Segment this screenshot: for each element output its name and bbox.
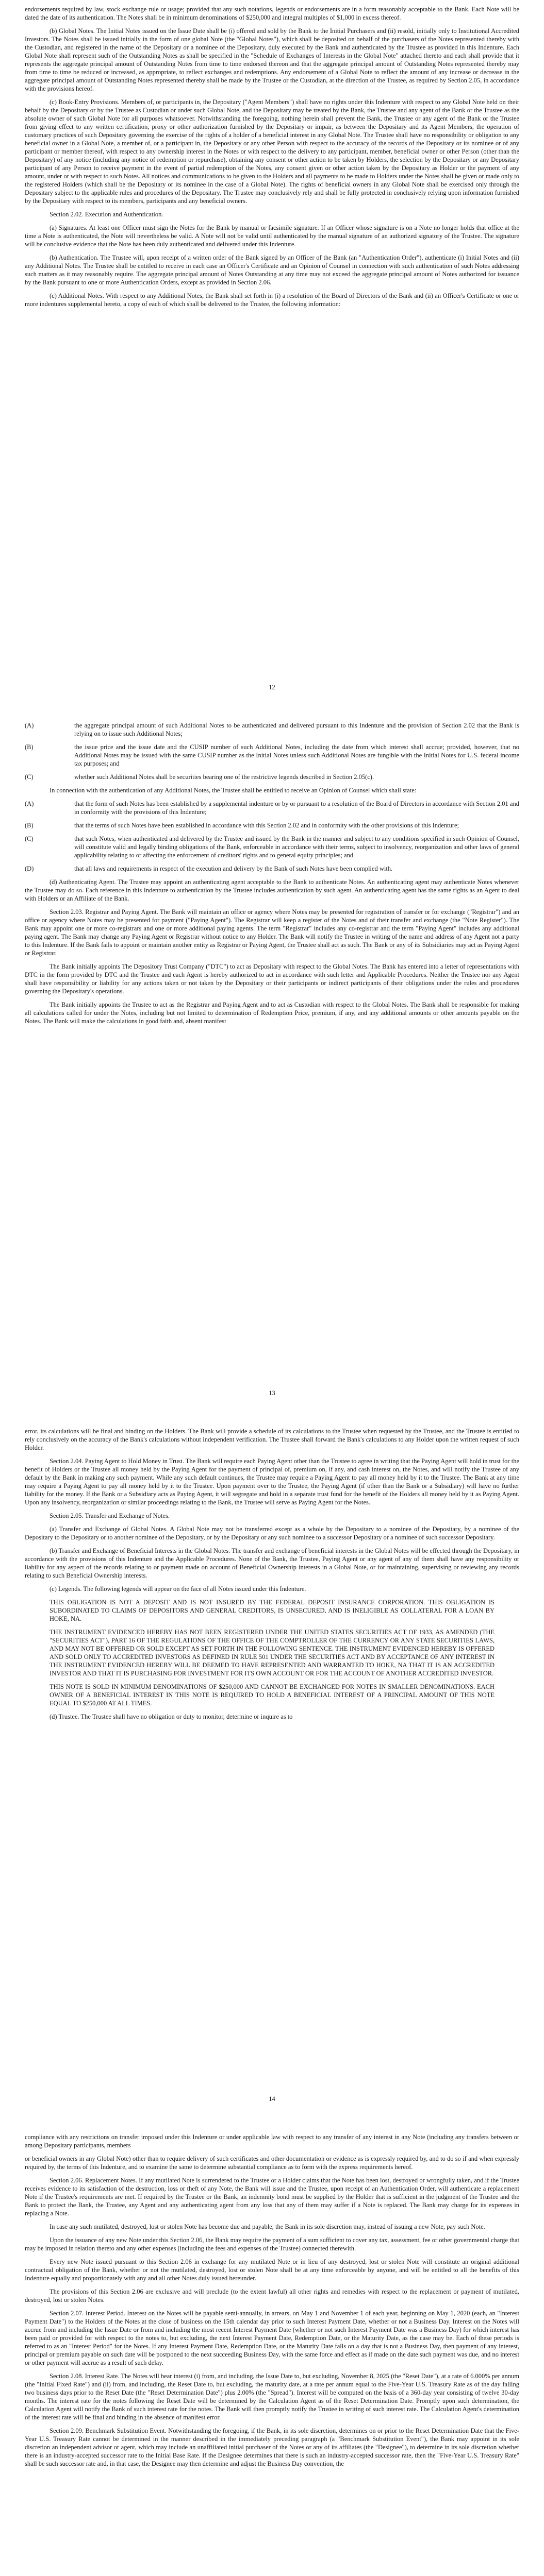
page-15	[0, 2112, 544, 2576]
item-text: that such Notes, when authenticated and delivered by the Trustee and issued by the Bank in the manner and subject to any conditions specified in such Opinion of Counsel, will constitute valid and legally binding obligations of the Bank, enforceable in accordance with their terms, subject to insolvency, reorganization and other laws of general applicability relating to or affecting the enforcement of creditors' rights and to general equity principles; and	[74, 835, 519, 859]
item-text: the issue price and the issue date and the CUSIP number of such Additional Notes, including the date from which interest shall accrue; provided, however, that no Additional Notes may be issued with the same CUSIP number as the Initial Notes unless such Additional Notes are fungible with the Initial Notes for U.S. federal income tax purposes; and	[74, 743, 519, 767]
legend-text: THIS OBLIGATION IS NOT A DEPOSIT AND IS NOT INSURED BY THE FEDERAL DEPOSIT INSURANCE CORPORATION. THIS OBLIGATION IS SUBORDINATED TO CLAIMS OF DEPOSITORS AND GENERAL CREDITORS, IS UNSECURED, AND IS INELIGIBLE AS COLLATERAL FOR A LOAN BY HOKE, NA.	[50, 1599, 494, 1622]
item-label: (C)	[25, 773, 34, 781]
item-label: (B)	[25, 822, 34, 829]
paragraph: Upon the issuance of any new Note under this Section 2.06, the Bank may require the payment of a sum sufficient to cover any tax, assessment, fee or other governmental charge that may be imposed in relation thereto and any other expenses (including the fees and expenses of the Trustee) connected therewith.	[25, 2236, 519, 2252]
page-12	[0, 0, 544, 701]
paragraph: or beneficial owners in any Global Note) other than to require delivery of such certificates and other documentation or evidence as is expressly required by, and to do so if and when expressly required by, the terms of this Indenture, and to examine the same to determine substantial compliance as to form with the express requirements hereof.	[25, 2155, 519, 2171]
list-item	[25, 773, 519, 781]
list-item	[25, 721, 519, 738]
paragraph-custodian: The Bank initially appoints the Trustee to act as the Registrar and Paying Agent and to act as Custodian with respect to the Global Notes. The Bank shall be responsible for making all calculations called for under the Notes, including but not limited to determination of Redemption Price, premium, if any, and any additional amounts or other amounts payable on the Notes. The Bank will make the calculations in good faith and, absent manifest	[25, 1001, 519, 1025]
paragraph-depositary: The Bank initially appoints The Depository Trust Company ("DTC") to act as Depositary with respect to the Global Notes. The Bank has entered into a letter of representations with DTC in the form provided by DTC and the Trustee and each Agent is hereby authorized to act in accordance with such letter and Applicable Procedures. Neither the Trustee nor any Agent shall have responsibility or liability for any actions taken or not taken by the Depositary or their participants or indirect participants of their obligations under the rules and procedures governing the Depositary's operations.	[25, 963, 519, 995]
list-item	[25, 821, 519, 829]
paragraph: compliance with any restrictions on transfer imposed under this Indenture or under applicable law with respect to any transfer of any interest in any Note (including any transfers between or among Depositary participants, members	[25, 2133, 519, 2149]
paragraph: In case any such mutilated, destroyed, lost or stolen Note has become due and payable, the Bank in its sole discretion may, instead of issuing a new Note, pay such Note.	[50, 2223, 485, 2230]
item-label: (D)	[25, 865, 34, 872]
page-14	[0, 1406, 544, 2112]
paragraph-legends: (c) Legends. The following legends will appear on the face of all Notes issued under this Indenture.	[50, 1585, 306, 1592]
item-text: that the terms of such Notes have been established in accordance with this Section 2.02 and in conformity with the other provisions of this Indenture;	[74, 822, 459, 829]
paragraph: endorsements required by law, stock exchange rule or usage; provided that any such notations, legends or endorsements are in a form reasonably acceptable to the Bank. Each Note will be dated the date of its authentication. The Notes shall be in minimum denominations of $250,000 and integral multiples of $1,000 in excess thereof.	[25, 6, 519, 21]
page-number: 13	[269, 1389, 275, 1397]
item-text: that the form of such Notes has been established by a supplemental indenture or by or pursuant to a resolution of the Board of Directors in accordance with Section 2.01 and in conformity with the provisions of this Indenture;	[74, 800, 519, 816]
list-item	[25, 743, 519, 768]
page-13	[0, 701, 544, 1406]
paragraph-additional-notes: (c) Additional Notes. With respect to any Additional Notes, the Bank shall set forth in (i) a resolution of the Board of Directors of the Bank and (ii) an Officer's Certificate or one or more indentures supplemental hereto, a copy of each of which shall be delivered to the Trustee, the following information:	[25, 292, 519, 308]
paragraph-authenticating-agent: (d) Authenticating Agent. The Trustee may appoint an authenticating agent acceptable to the Bank to authenticate Notes. An authenticating agent may authenticate Notes whenever the Trustee may do so. Each reference in this Indenture to authentication by the Trustee includes authentication by such agent. An authenticating agent has the same rights as an Agent to deal with Holders or an Affiliate of the Bank.	[25, 878, 519, 902]
item-label: (B)	[25, 743, 34, 751]
paragraph-trustee: (d) Trustee. The Trustee shall have no obligation or duty to monitor, determine or inquire as to	[50, 1713, 293, 1720]
list-item	[25, 835, 519, 859]
paragraph-beneficial-transfer: (b) Transfer and Exchange of Beneficial Interests in the Global Notes. The transfer and exchange of beneficial interests in the Global Notes will be effected through the Depositary, in accordance with the provisions of this Indenture and the Applicable Procedures. None of the Bank, the Trustee, Paying Agent or any agent of any of them shall have any responsibility or liability for any aspect of the records relating to or payment made on account of Beneficial Ownership interests in a Global Note, or for maintaining, supervising or reviewing any records relating to such Beneficial Ownership interests.	[25, 1547, 519, 1579]
paragraph: In connection with the authentication of any Additional Notes, the Trustee shall be entitled to receive an Opinion of Counsel which shall state:	[50, 787, 417, 794]
list-item	[25, 800, 519, 816]
paragraph: Every new Note issued pursuant to this Section 2.06 in exchange for any mutilated Note or in lieu of any destroyed, lost or stolen Note will constitute an original additional contractual obligation of the Bank, whether or not the mutilated, destroyed, lost or stolen Note shall be at any time enforceable by anyone, and will be entitled to all the benefits of this Indenture equally and proportionately with any and all other Notes duly issued hereunder.	[25, 2258, 519, 2282]
paragraph-registrar: Section 2.03. Registrar and Paying Agent. The Bank will maintain an office or agency where Notes may be presented for registration of transfer or for exchange ("Registrar") and an office or agency where Notes may be presented for payment ("Paying Agent"). The Registrar will keep a register of the Notes and of their transfer and exchange (the "Note Register"). The Bank may appoint one or more co-registrars and one or more additional paying agents. The term "Registrar" includes any co-registrar and the term "Paying Agent" includes any additional paying agent. The Bank may change any Paying Agent or Registrar without notice to any Holder. The Bank will notify the Trustee in writing of the name and address of any Agent not a party to this Indenture. If the Bank fails to appoint or maintain another entity as Registrar or Paying Agent, the Trustee shall act as such. The Bank or any of its Subsidiaries may act as Paying Agent or Registrar.	[25, 908, 519, 957]
item-label: (A)	[25, 722, 34, 729]
item-text: the aggregate principal amount of such Additional Notes to be authenticated and delivered pursuant to this Indenture and the provision of Section 2.02 that the Bank is relying on to issue such Additional Notes;	[74, 722, 519, 737]
paragraph: The provisions of this Section 2.06 are exclusive and will preclude (to the extent lawful) all other rights and remedies with respect to the replacement or payment of mutilated, destroyed, lost or stolen Notes.	[25, 2288, 519, 2303]
paragraph: error, its calculations will be final and binding on the Holders. The Bank will provide a schedule of its calculations to the Trustee when requested by the Trustee, and the Trustee is entitled to rely conclusively on the accuracy of the Bank's calculations without independent verification. The Trustee shall forward the Bank's calculations to any Holder upon the written request of such Holder.	[25, 1428, 519, 1451]
item-label: (C)	[25, 835, 34, 842]
paragraph-book-entry: (c) Book-Entry Provisions. Members of, or participants in, the Depositary ("Agent Members") shall have no rights under this Indenture with respect to any Global Note held on their behalf by the Depositary or by the Trustee as Custodian or under such Global Note, and the Depositary may be treated by the Bank, the Trustee and any agent of the Bank or the Trustee as the absolute owner of such Global Note for all purposes whatsoever. Notwithstanding the foregoing, nothing herein shall prevent the Bank, the Trustee or any agent of the Bank or the Trustee from giving effect to any written certification, proxy or other authorization furnished by the Depositary or impair, as between the Depositary and its Agent Members, the operation of customary practices of such Depositary governing the exercise of the rights of a holder of a beneficial interest in any Global Note. The Trustee shall have no responsibility or obligation to any beneficial owner in a Global Note, a member of, or a participant in, the Depositary or any other Person with respect to the accuracy of the records of the Depositary or its nominee or of any participant or member thereof, with respect to any ownership interest in the Notes or with respect to the delivery to any participant, member, beneficial owner or other Person (other than the Depositary) of any notice (including any notice of redemption or repurchase), obtaining any consent or other action to be taken by Holders, the selection by the Depositary or any Depositary participant of any Person to receive payment in the event of partial redemption of the Notes, any consent given or other action taken by the Depositary as Holder or the payment of any amount, under or with respect to such Notes. All notices and communications to be given to the Holders and all payments to be made to Holders under the Notes shall be given or made only to the registered Holders (which shall be the Depositary or its nominee in the case of a Global Note). The rights of beneficial owners in any Global Note shall be exercised only through the Depositary subject to the applicable rules and procedures of the Depositary. The Trustee may conclusively rely and shall be fully protected in conclusively relying upon information furnished by the Depositary with respect to its members, participants and any beneficial owners.	[25, 98, 519, 205]
paragraph-paying-agent: Section 2.04. Paying Agent to Hold Money in Trust. The Bank will require each Paying Agent other than the Trustee to agree in writing that the Paying Agent will hold in trust for the benefit of Holders or the Trustee all money held by the Paying Agent for the payment of principal of, premium on, if any, and cash interest on, the Notes, and will notify the Trustee of any default by the Bank in making any such payment. While any such default continues, the Trustee may require a Paying Agent to pay all money held by it to the Trustee. The Bank at any time may require a Paying Agent to pay all money held by it to the Trustee. Upon payment over to the Trustee, the Paying Agent (if other than the Bank or a Subsidiary) will have no further liability for the money. If the Bank or a Subsidiary acts as Paying Agent, it will segregate and hold in a separate trust fund for the benefit of the Holders all money held by it as Paying Agent. Upon any insolvency, reorganization or similar proceedings relating to the Bank, the Trustee will serve as Paying Agent for the Notes.	[25, 1458, 519, 1506]
paragraph-interest-rate: Section 2.08. Interest Rate. The Notes will bear interest (i) from, and including, the Issue Date to, but excluding, November 8, 2025 (the "Reset Date"), at a rate of 6.000% per annum (the "Initial Fixed Rate") and (ii) from, and including, the Reset Date to, but excluding, the maturity date, at a rate per annum equal to the Five-Year U.S. Treasury Rate as of the day falling two business days prior to the Reset Date (the "Reset Determination Date") plus 2.00% (the "Spread"). Interest will be computed on the basis of a 360-day year consisting of twelve 30-day months. The interest rate for the notes following the Reset Date will be determined by the Calculation Agent as of the Reset Determination Date. Promptly upon such determination, the Calculation Agent will notify the Bank of such interest rate for the notes. The Bank will then promptly notify the Trustee in writing of such interest rate. The Calculation Agent's determination of the interest rate will be final and binding in the absence of manifest error.	[25, 2372, 519, 2421]
section-heading: Section 2.05. Transfer and Exchange of Notes.	[50, 1512, 170, 1519]
item-text: whether such Additional Notes shall be securities bearing one of the restrictive legends described in Section 2.05(c).	[74, 773, 374, 781]
paragraph-benchmark: Section 2.09. Benchmark Substitution Event. Notwithstanding the foregoing, if the Bank, in its sole discretion, determines on or prior to the Reset Determination Date that the Five-Year U.S. Treasury Rate cannot be determined in the manner described in the immediately preceding paragraph (a "Benchmark Substitution Event"), the Bank may appoint in its sole discretion an independent advisor or agent, which may include an unaffiliated initial purchaser of the Notes or any of its affiliates (the "Designee"), to determine in its sole discretion whether there is an industry-accepted successor rate to the Initial Base Rate. If the Designee determines that there is such an industry-accepted successor rate, then the "Five-Year U.S. Treasury Rate" shall be such successor rate and, in that case, the Designee may then determine and adjust the Business Day convention, the	[25, 2427, 519, 2467]
paragraph-global-transfer: (a) Transfer and Exchange of Global Notes. A Global Note may not be transferred except as a whole by the Depositary to a nominee of the Depositary, by a nominee of the Depositary to the Depositary or to another nominee of the Depositary, or by the Depositary or any such nominee to a successor Depositary or a nominee of such successor Depositary.	[25, 1526, 519, 1541]
page-number: 12	[269, 684, 275, 691]
item-text: that all laws and requirements in respect of the execution and delivery by the Bank of such Notes have been complied with.	[74, 865, 393, 872]
paragraph-replacement-notes: Section 2.06. Replacement Notes. If any mutilated Note is surrendered to the Trustee or a Holder claims that the Note has been lost, destroyed or wrongfully taken, and if the Trustee receives evidence to its satisfaction of the destruction, loss or theft of any Note, the Bank will issue and the Trustee, upon receipt of an Authentication Order, will authenticate a replacement Note if the Trustee's requirements are met. If required by the Trustee or the Bank, an indemnity bond must be supplied by the Holder that is sufficient in the judgment of the Trustee and the Bank to protect the Bank, the Trustee, any Agent and any authenticating agent from any loss that any of them may suffer if a Note is replaced. The Bank may charge for its expenses in replacing a Note.	[25, 2177, 519, 2217]
paragraph-interest-period: Section 2.07. Interest Period. Interest on the Notes will be payable semi-annually, in arrears, on May 1 and November 1 of each year, beginning on May 1, 2020 (each, an "Interest Payment Date") to the Holders of the Notes at the close of business on the 15th calendar day prior to such Interest Payment Date, whether or not a Business Day. Interest on the Notes will accrue from and including the Issue Date or from and including the most recent Interest Payment Date (whether or not such Interest Payment Date was a Business Day) for which interest has been paid or provided for with respect to the notes to, but excluding, the next Interest Payment Date, Redemption Date, or the Maturity Date, as the case may be. Each of these periods is referred to as an "Interest Period" for the Notes. If any Interest Payment Date, Redemption Date, or the Maturity Date falls on a day that is not a Business Day, then payment of any interest, principal or premium payable on such date will be postponed to the next succeeding Business Day, with the same force and effect as if made on the date such payment was due, and no interest or other payment will accrue as a result of such delay.	[25, 2310, 519, 2366]
legend-text: THIS NOTE IS SOLD IN MINIMUM DENOMINATIONS OF $250,000 AND CANNOT BE EXCHANGED FOR NOTES IN SMALLER DENOMINATIONS. EACH OWNER OF A BENEFICIAL INTEREST IN THIS NOTE IS REQUIRED TO HOLD A BENEFICIAL INTEREST OF A PRINCIPAL AMOUNT OF THIS NOTE EQUAL TO $250,000 AT ALL TIMES.	[50, 1683, 494, 1707]
paragraph-global-notes: (b) Global Notes. The Initial Notes issued on the Issue Date shall be (i) offered and sold by the Bank to the Initial Purchasers and (ii) resold, initially only to Institutional Accredited Investors. The Notes shall be issued initially in the form of one global Note (the "Global Notes"), which shall be deposited on behalf of the purchasers of the Notes represented thereby with the Custodian, and registered in the name of the Depositary or a nominee of the Depositary, duly executed by the Bank and authenticated by the Trustee as provided in this Indenture. Each Global Note shall represent such of the Outstanding Notes as shall be specified in the "Schedule of Exchanges of Interests in the Global Note" attached thereto and each shall provide that it represents the aggregate principal amount of Outstanding Notes from time to time endorsed thereon and that the aggregate principal amount of Outstanding Notes represented thereby may from time to time be reduced or increased, as appropriate, to reflect exchanges and redemptions. Any endorsement of a Global Note to reflect the amount of any increase or decrease in the aggregate principal amount of Outstanding Notes represented thereby shall be made by the Trustee or the Custodian, at the direction of the Trustee, as required by Section 2.05, in accordance with the provisions hereof.	[25, 27, 519, 92]
page-number: 14	[269, 2095, 275, 2103]
legend-text: THE INSTRUMENT EVIDENCED HEREBY HAS NOT BEEN REGISTERED UNDER THE UNITED STATES SECURITIES ACT OF 1933, AS AMENDED (THE "SECURITIES ACT"), PART 16 OF THE REGULATIONS OF THE OFFICE OF THE COMPTROLLER OF THE CURRENCY OR ANY STATE SECURITIES LAWS, AND MAY NOT BE OFFERED OR SOLD EXCEPT AS SET FORTH IN THE FOLLOWING SENTENCE. THE INSTRUMENT EVIDENCED HEREBY IS OFFERED AND SOLD ONLY TO ACCREDITED INVESTORS AS DEFINED IN RULE 501 UNDER THE SECURITIES ACT AND BY ACCEPTANCE OF ANY INTEREST IN THE INSTRUMENT EVIDENCED HEREBY WILL BE DEEMED TO HAVE REPRESENTED AND WARRANTED TO HOKE, NA THAT IT IS AN ACCREDITED INVESTOR AND THAT IT IS PURCHASING FOR INVESTMENT FOR ITS OWN ACCOUNT OR FOR THE ACCOUNT OF ANOTHER ACCREDITED INVESTOR.	[50, 1629, 494, 1677]
paragraph-signatures: (a) Signatures. At least one Officer must sign the Notes for the Bank by manual or facsimile signature. If an Officer whose signature is on a Note no longer holds that office at the time a Note is authenticated, the Note will nevertheless be valid. A Note will not be valid until authenticated by the manual signature of an authorized signatory of the Trustee. The signature will be conclusive evidence that the Note has been duly authenticated and delivered under this Indenture.	[25, 224, 519, 248]
list-item	[25, 865, 519, 873]
paragraph-authentication: (b) Authentication. The Trustee will, upon receipt of a written order of the Bank signed by an Officer of the Bank (an "Authentication Order"), authenticate (i) Initial Notes and (ii) any Additional Notes. The Trustee shall be entitled to receive in each case an Officer's Certificate and an Opinion of Counsel in connection with such authentication of such Notes addressing such matters as it may reasonably require. The aggregate principal amount of Notes Outstanding at any time may not exceed the aggregate principal amount of Notes authorized for issuance by the Bank pursuant to one or more Authentication Orders, except as provided in Section 2.06.	[25, 254, 519, 286]
section-heading: Section 2.02. Execution and Authentication.	[50, 211, 163, 218]
item-label: (A)	[25, 800, 34, 807]
